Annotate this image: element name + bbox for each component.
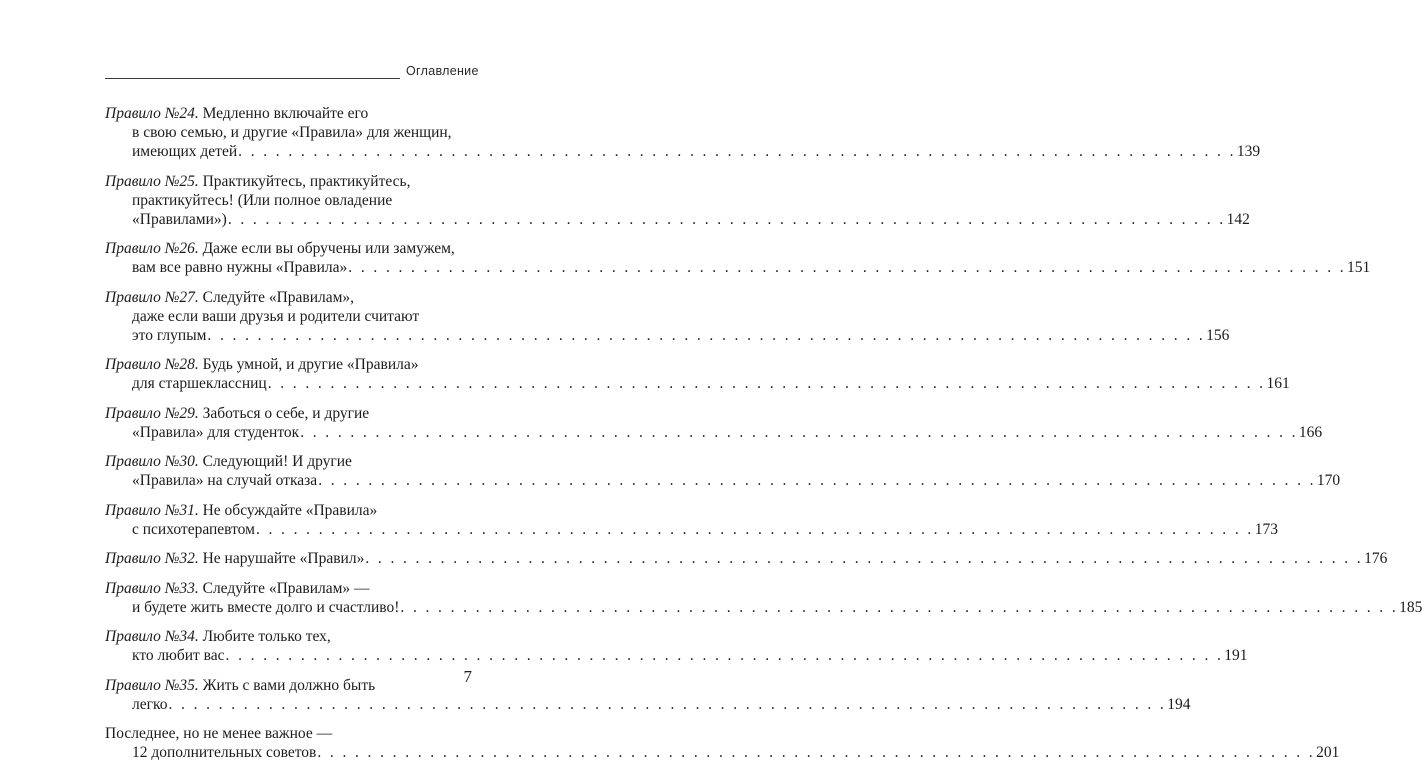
toc-entry-line xyxy=(105,374,1290,393)
toc-entry-line xyxy=(105,549,1388,568)
toc-entry-text xyxy=(105,502,377,519)
toc-entry-text xyxy=(105,405,369,422)
rule-number-label: Правило №24. xyxy=(105,105,199,122)
toc-entry-line xyxy=(105,520,1278,539)
dot-leader: . . . . . . . . . . . . . . . . . . . . . . . . . . . . . . . . . . . . . . . . . . . . . . . . . . . . . . . . . . . . . . . . . . . . . . . . . . . . . . . . xyxy=(207,326,1206,344)
toc-page-number: 142 xyxy=(1226,210,1250,228)
toc-entry-title: кто любит вас xyxy=(132,647,225,664)
toc-entry-text xyxy=(132,423,299,442)
rule-number-label: Правило №27. xyxy=(105,288,199,306)
dot-leader: . . . . . . . . . . . . . . . . . . . . . . . . . . . . . . . . . . . . . . . . . . . . . . . . . . . . . . . . . . . . . . . . . . . . . . . . . . . . . . . . xyxy=(267,375,1266,392)
toc-entry-title: Даже если вы обручены или замужем, xyxy=(198,240,455,257)
running-head: Оглавление xyxy=(406,64,479,78)
toc-entry xyxy=(105,501,1278,539)
dot-leader: . . . . . . . . . . . . . . . . . . . . . . . . . . . . . . . . . . . . . . . . . . . . . . . . . . . . . . . . . . . . . . . . . . . . . . . . . . . . . . . . xyxy=(300,423,1298,441)
toc-entry-title: с психотерапевтом xyxy=(132,520,255,538)
toc-page-number: 156 xyxy=(1206,326,1230,344)
toc-entry-line xyxy=(105,307,471,326)
toc-entry-text xyxy=(105,289,354,306)
toc-entry xyxy=(105,172,1250,229)
header-rule xyxy=(105,78,400,79)
toc-entry-line xyxy=(105,743,1340,762)
toc-page-number: 194 xyxy=(1167,695,1191,713)
toc-entry-text xyxy=(132,308,419,325)
toc-entry-text xyxy=(132,598,399,617)
dot-leader: . . . . . . . . . . . . . . . . . . . . . . . . . . . . . . . . . . . . . . . . . . . . . . . . . . . . . . . . . . . . . . . . . . . . . . . . . . . . . . . . xyxy=(238,143,1236,160)
table-of-contents xyxy=(105,104,1422,773)
toc-entry-title: даже если ваши друзья и родители считают xyxy=(132,307,420,325)
toc-entry-text xyxy=(132,471,317,490)
rule-number-label: Правило №35. xyxy=(105,676,199,694)
toc-entry-title: и будете жить вместе долго и счастливо! xyxy=(132,598,400,616)
toc-entry-title: Последнее, но не менее важное — xyxy=(105,725,333,742)
toc-entry-line xyxy=(105,579,471,598)
rule-number-label: Правило №31. xyxy=(105,501,199,519)
toc-entry-title: легко xyxy=(132,695,168,713)
toc-entry-text xyxy=(105,453,352,470)
toc-entry-line xyxy=(105,423,1323,442)
dot-leader: . . . . . . . . . . . . . . . . . . . . . . . . . . . . . . . . . . . . . . . . . . . . . . . . . . . . . . . . . . . . . . . . . . . . . . . . . . . . . . . . xyxy=(317,744,1316,761)
toc-page-number: 166 xyxy=(1298,423,1323,441)
toc-entry-text xyxy=(105,549,364,568)
toc-entry-text xyxy=(132,743,316,762)
toc-entry-line xyxy=(105,288,471,307)
rule-number-label: Правило №33. xyxy=(105,579,199,597)
toc-page-number: 139 xyxy=(1236,143,1261,160)
toc-page-number: 185 xyxy=(1399,598,1422,616)
toc-entry-text xyxy=(105,677,375,694)
toc-entry-line xyxy=(105,239,471,258)
toc-entry-line xyxy=(105,210,1250,229)
toc-entry-title: Заботься о себе, и другие xyxy=(198,404,370,422)
toc-entry-text xyxy=(105,725,332,742)
rule-number-label: Правило №32. xyxy=(105,550,199,567)
toc-entry xyxy=(105,239,1371,277)
toc-page-number: 151 xyxy=(1347,259,1371,276)
toc-entry-title: Не нарушайте «Правил» xyxy=(198,550,365,567)
toc-entry-title: «Правила» для студенток xyxy=(132,423,300,441)
toc-entry xyxy=(105,404,1323,442)
toc-entry-line xyxy=(105,724,471,743)
toc-entry-text xyxy=(105,356,418,373)
toc-entry-text xyxy=(105,173,410,190)
dot-leader: . . . . . . . . . . . . . . . . . . . . . . . . . . . . . . . . . . . . . . . . . . . . . . . . . . . . . . . . . . . . . . . . . . . . . . . . . . . . . . . . xyxy=(225,647,1224,664)
rule-number-label: Правило №30. xyxy=(105,453,199,470)
rule-number-label: Правило №29. xyxy=(105,404,199,422)
toc-entry-title: «Правилами») xyxy=(132,210,227,228)
toc-entry-text xyxy=(132,374,267,393)
toc-entry-line xyxy=(105,142,1261,161)
dot-leader: . . . . . . . . . . . . . . . . . . . . . . . . . . . . . . . . . . . . . . . . . . . . . . . . . . . . . . . . . . . . . . . . . . . . . . . . . . . . . . . . xyxy=(365,550,1364,567)
toc-entry-title: Медленно включайте его xyxy=(198,105,369,122)
toc-entry-title: практикуйтесь! (Или полное овладение xyxy=(132,191,393,209)
toc-entry-title: в свою семью, и другие «Правила» для женщин, xyxy=(132,124,452,141)
toc-entry-line xyxy=(105,646,1248,665)
toc-entry-text xyxy=(132,326,206,345)
toc-entry xyxy=(105,579,1422,617)
dot-leader: . . . . . . . . . . . . . . . . . . . . . . . . . . . . . . . . . . . . . . . . . . . . . . . . . . . . . . . . . . . . . . . . . . . . . . . . . . . . . . . . xyxy=(255,520,1254,538)
toc-page-number: 170 xyxy=(1316,472,1341,489)
toc-entry-text xyxy=(132,210,227,229)
toc-entry-line xyxy=(105,501,471,520)
toc-page-number: 176 xyxy=(1364,550,1388,567)
toc-entry-line xyxy=(105,326,1230,345)
toc-entry-line xyxy=(105,258,1371,277)
toc-entry-text xyxy=(132,520,255,539)
toc-entry xyxy=(105,355,1290,393)
toc-entry-title: Любите только тех, xyxy=(198,628,331,645)
toc-entry-text xyxy=(105,628,331,645)
toc-entry-title: Жить с вами должно быть xyxy=(198,676,376,694)
dot-leader: . . . . . . . . . . . . . . . . . . . . . . . . . . . . . . . . . . . . . . . . . . . . . . . . . . . . . . . . . . . . . . . . . . . . . . . . . . . . . . . . xyxy=(400,598,1399,616)
rule-number-label: Правило №25. xyxy=(105,172,199,190)
toc-entry-line xyxy=(105,452,471,471)
toc-entry-text xyxy=(132,258,347,277)
toc-page-number: 191 xyxy=(1224,647,1248,664)
toc-entry-title: для старшеклассниц xyxy=(132,375,267,392)
toc-entry xyxy=(105,452,1341,490)
dot-leader: . . . . . . . . . . . . . . . . . . . . . . . . . . . . . . . . . . . . . . . . . . . . . . . . . . . . . . . . . . . . . . . . . . . . . . . . . . . . . . . . xyxy=(348,259,1347,276)
toc-entry-text xyxy=(105,580,370,597)
toc-page-number: 201 xyxy=(1316,744,1340,761)
toc-entry-line xyxy=(105,191,471,210)
toc-page-number: 161 xyxy=(1266,375,1290,392)
rule-number-label: Правило №34. xyxy=(105,628,199,645)
toc-entry-line xyxy=(105,355,471,374)
toc-entry-title: Следуйте «Правилам», xyxy=(198,288,355,306)
toc-entry-line xyxy=(105,627,471,646)
page-number: 7 xyxy=(463,667,472,686)
toc-entry-text xyxy=(132,124,452,141)
toc-entry-title: Не обсуждайте «Правила» xyxy=(198,501,378,519)
toc-entry xyxy=(105,676,1191,714)
toc-entry-title: Практикуйтесь, практикуйтесь, xyxy=(198,172,411,190)
toc-entry-title: Следуйте «Правилам» — xyxy=(198,579,370,597)
toc-entry xyxy=(105,288,1230,345)
toc-entry-line xyxy=(105,104,471,123)
toc-entry-text xyxy=(132,192,392,209)
toc-entry-title: «Правила» на случай отказа xyxy=(132,472,318,489)
toc-entry-line xyxy=(105,695,1191,714)
toc-entry-text xyxy=(105,105,368,122)
toc-entry-text xyxy=(132,646,225,665)
dot-leader: . . . . . . . . . . . . . . . . . . . . . . . . . . . . . . . . . . . . . . . . . . . . . . . . . . . . . . . . . . . . . . . . . . . . . . . . . . . . . . . . xyxy=(168,695,1167,713)
toc-entry-line xyxy=(105,123,471,142)
toc-page-number: 173 xyxy=(1254,520,1278,538)
toc-entry-line xyxy=(105,598,1422,617)
toc-entry-title: Будь умной, и другие «Правила» xyxy=(198,356,419,373)
toc-entry-title: имеющих детей xyxy=(132,143,238,160)
toc-entry-line xyxy=(105,404,471,423)
toc-entry xyxy=(105,104,1261,161)
toc-entry xyxy=(105,627,1248,665)
toc-entry xyxy=(105,724,1340,762)
toc-entry-title: вам все равно нужны «Правила» xyxy=(132,259,348,276)
toc-entry xyxy=(105,549,1388,568)
rule-number-label: Правило №28. xyxy=(105,356,199,373)
toc-entry-line xyxy=(105,471,1341,490)
dot-leader: . . . . . . . . . . . . . . . . . . . . . . . . . . . . . . . . . . . . . . . . . . . . . . . . . . . . . . . . . . . . . . . . . . . . . . . . . . . . . . . . xyxy=(318,472,1316,489)
toc-entry-text xyxy=(132,695,167,714)
toc-entry-line xyxy=(105,172,471,191)
toc-entry-title: Следующий! И другие xyxy=(198,453,352,470)
rule-number-label: Правило №26. xyxy=(105,240,199,257)
toc-entry-text xyxy=(132,142,237,161)
dot-leader: . . . . . . . . . . . . . . . . . . . . . . . . . . . . . . . . . . . . . . . . . . . . . . . . . . . . . . . . . . . . . . . . . . . . . . . . . . . . . . . . xyxy=(227,210,1226,228)
toc-entry-title: это глупым xyxy=(132,326,207,344)
toc-entry-line xyxy=(105,676,471,695)
toc-entry-text xyxy=(105,240,455,257)
toc-entry-title: 12 дополнительных советов xyxy=(132,744,317,761)
